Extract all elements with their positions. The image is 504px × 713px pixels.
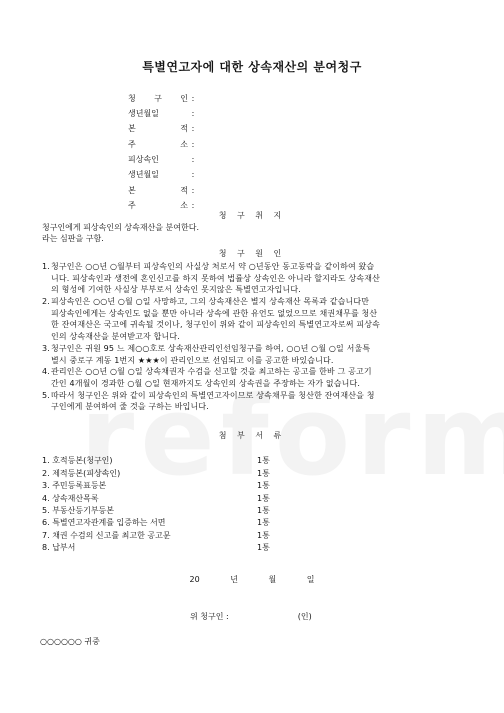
attachments-list [42, 455, 282, 554]
attachment-qty: 1통 [257, 468, 270, 478]
attachment-label: 채권 수검의 신고를 최고한 공고문 [52, 530, 171, 540]
reason-number: 1. [42, 262, 50, 271]
attachment-label: 부동산등기부등본 [52, 505, 115, 515]
party-colon: : [191, 170, 195, 180]
reason-line: 니다. 피상속인과 생전에 혼인신고를 하지 못하여 법률상 상속인은 아니라 할지라도 상속재산 [51, 273, 380, 283]
party-colon: : [191, 185, 195, 195]
claim-line: 청구인에게 피상속인의 상속재산을 분여한다. [42, 223, 200, 232]
attachment-item [42, 492, 282, 504]
party-row [128, 122, 198, 137]
claim-reason-heading: 청 구 원 인 [218, 249, 286, 258]
reason-line: 청구인은 ○○년 ○월부터 피상속인의 사실상 처로서 약 ○년동안 동고동락을 같이하여 왔습 [51, 262, 375, 271]
reason-line: 따라서 청구인은 위와 같이 피상속인의 특별연고자이므로 상속채무를 청산한 잔여재산을 청 [51, 390, 375, 400]
attachment-label: 호적등본(청구인) [52, 456, 113, 466]
reason-item [42, 367, 476, 390]
attachment-item [42, 529, 282, 541]
reason-number: 5. [42, 390, 50, 400]
party-row [128, 137, 198, 152]
claim-purpose-heading: 청 구 취 지 [218, 211, 286, 220]
attachment-item [42, 517, 282, 529]
party-colon: : [191, 93, 195, 103]
document-title: 특별연고자에 대한 상속재산의 분여청구 [142, 60, 362, 74]
signer-seal: (인) [297, 612, 312, 621]
reason-line: 별시 중로구 계동 1번지 ★★★이 관리인으로 선임되고 이를 공고한 바있습니다. [51, 355, 334, 365]
party-label: 생년월일 [128, 170, 159, 180]
date-month-unit: 월 [268, 575, 277, 584]
attachment-qty: 1통 [257, 505, 270, 515]
attachment-number: 6. [42, 518, 50, 528]
reason-item [42, 391, 476, 414]
reason-line: 인의 상속재산을 분여받고자 합니다. [51, 332, 180, 342]
reason-line: 피상속인은 ○○년 ○월 ○일 사망하고, 그의 상속재산은 별지 상속재산 목록과 같습니다만 [51, 297, 370, 307]
reason-item [42, 297, 476, 344]
attachment-item [42, 467, 282, 479]
reason-line: 의 형성에 기여한 사실상 부부로서 상속인 못지않은 특별연고자입니다. [51, 285, 302, 295]
attachment-qty: 1통 [257, 518, 270, 528]
party-colon: : [191, 139, 195, 149]
party-colon: : [191, 109, 195, 119]
date-day-unit: 일 [306, 575, 315, 584]
party-label: 피상속인 [128, 155, 159, 165]
signer-line [190, 612, 312, 622]
reason-number: 3. [42, 343, 50, 353]
attachment-qty: 1통 [257, 543, 270, 553]
party-label: 생년월일 [128, 109, 159, 119]
court-addressee: ○○○○○○ 귀중 [40, 637, 100, 646]
attachment-label: 납부서 [52, 543, 76, 553]
reason-line: 피상속인에게는 상속인도 없을 뿐만 아니라 상속에 관한 유언도 없었으므로 채권채무를 청산 [51, 308, 378, 318]
attachment-item [42, 480, 282, 492]
party-label: 주 소 [128, 139, 188, 149]
claim-line: 라는 심판을 구함. [42, 234, 104, 244]
reason-number: 4. [42, 367, 50, 377]
attachment-number: 3. [42, 481, 50, 491]
attachment-label: 주민등록표등본 [52, 481, 107, 491]
party-row [128, 106, 198, 121]
attachment-number: 5. [42, 505, 50, 515]
attachment-item [42, 505, 282, 517]
party-label: 본 적 [128, 124, 188, 134]
attachment-label: 특별연고자관계를 입증하는 서면 [52, 518, 166, 528]
attachment-label: 상속재산목록 [52, 493, 99, 503]
attachment-number: 7. [42, 530, 50, 540]
attachment-number: 1. [42, 456, 50, 466]
attachment-number: 4. [42, 493, 50, 503]
reason-line: 관리인은 ○○년 ○월 ○일 상속채권자 수검을 신고할 것을 최고하는 공고를 한바 그 공고기 [51, 367, 372, 377]
reason-line: 간인 4개월이 경과한 ○월 ○일 현재까지도 상속인의 상속권을 주장하는 자가 없습니다. [51, 378, 361, 388]
attachment-label: 제적등본(피상속인) [52, 468, 121, 478]
reason-number: 2. [42, 297, 50, 307]
party-row [128, 152, 198, 167]
attachments-heading: 첨 부 서 류 [218, 431, 286, 440]
reason-line: 한 잔여재산은 국고에 귀속될 것이나, 청구인이 위와 같이 피상속인의 특별연고자로써 피상속 [51, 320, 380, 330]
claim-reasons [42, 262, 476, 414]
signer-label: 위 청구인 : [190, 612, 229, 621]
party-colon: : [191, 124, 195, 134]
party-colon: : [191, 200, 195, 210]
date-year-unit: 년 [230, 575, 238, 584]
reason-line: 구인에게 분여하여 줄 것을 구하는 바입니다. [51, 402, 209, 412]
attachment-item [42, 542, 282, 554]
attachment-number: 8. [42, 543, 50, 553]
attachment-qty: 1통 [257, 481, 270, 491]
party-row [128, 91, 198, 106]
reason-item [42, 262, 476, 297]
party-info [128, 91, 198, 213]
date-year: 20 [189, 575, 200, 584]
attachment-number: 2. [42, 468, 50, 478]
attachment-qty: 1통 [257, 456, 270, 466]
party-row [128, 167, 198, 182]
party-label: 청 구 인 [128, 93, 188, 103]
attachment-item [42, 455, 282, 467]
party-label: 주 소 [128, 200, 188, 210]
reason-line: 청구인은 귀원 95 느 제○○호로 상속재산관리인선임청구를 하여, ○○년 ○월 ○일 서울특 [51, 343, 371, 353]
attachment-qty: 1통 [257, 530, 270, 540]
filing-date [0, 575, 504, 585]
reason-item [42, 344, 476, 367]
party-row [128, 183, 198, 198]
party-label: 본 적 [128, 185, 188, 195]
claim-purpose-body [42, 223, 472, 246]
attachment-qty: 1통 [257, 493, 270, 503]
party-colon: : [191, 155, 195, 165]
